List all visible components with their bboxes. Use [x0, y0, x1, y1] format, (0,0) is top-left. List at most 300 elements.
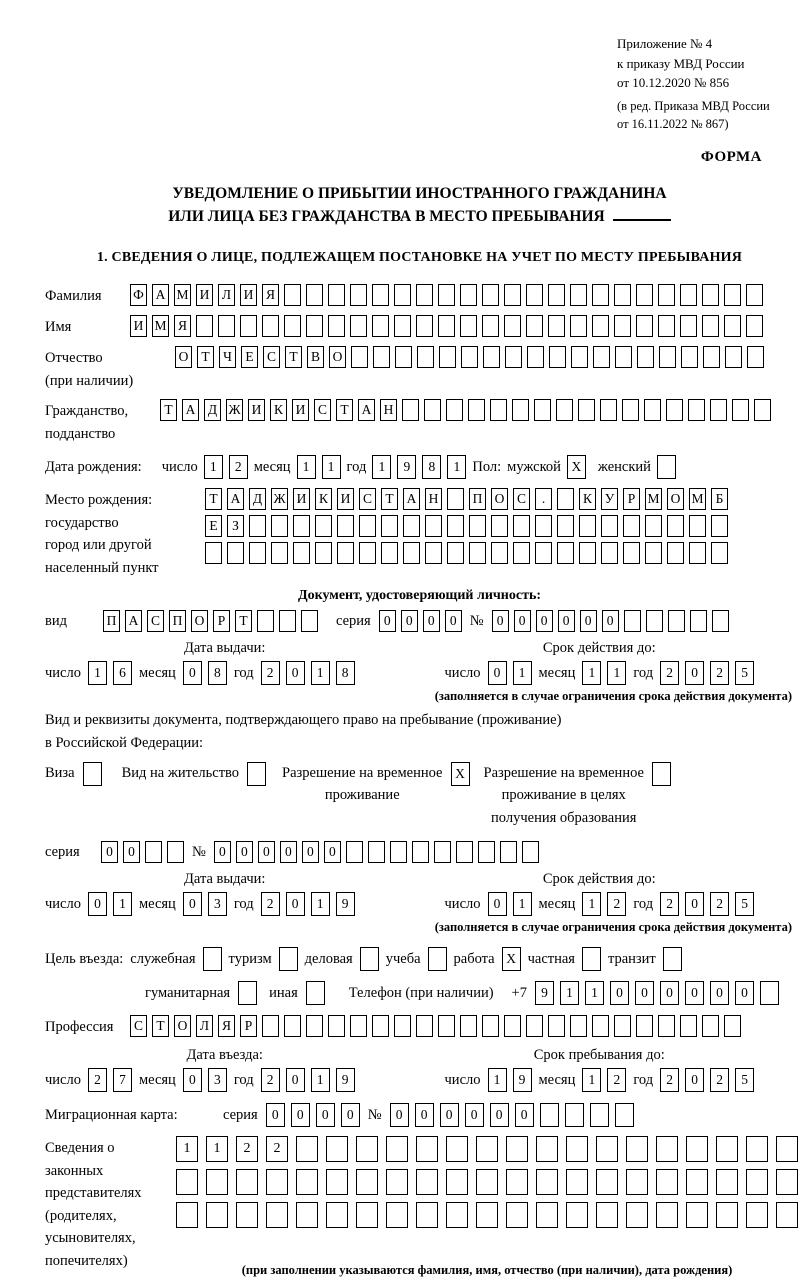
char-box[interactable]: [205, 542, 222, 564]
char-box[interactable]: [469, 515, 486, 537]
char-box[interactable]: 0: [379, 610, 396, 632]
char-box[interactable]: [570, 1015, 587, 1037]
char-box[interactable]: [447, 488, 464, 510]
char-box[interactable]: [461, 346, 478, 368]
char-box[interactable]: 0: [183, 892, 202, 916]
char-box[interactable]: О: [191, 610, 208, 632]
char-box[interactable]: 0: [236, 841, 253, 863]
char-box[interactable]: [702, 284, 719, 306]
char-box[interactable]: [592, 284, 609, 306]
char-box[interactable]: [506, 1136, 528, 1162]
char-box[interactable]: [446, 1202, 468, 1228]
char-box[interactable]: [491, 542, 508, 564]
char-box[interactable]: [536, 1169, 558, 1195]
char-box[interactable]: [526, 315, 543, 337]
char-box[interactable]: 2: [660, 1068, 679, 1092]
char-box[interactable]: [262, 1015, 279, 1037]
char-box[interactable]: 1: [311, 892, 330, 916]
char-box[interactable]: [279, 610, 296, 632]
char-box[interactable]: [257, 610, 274, 632]
char-box[interactable]: Л: [218, 284, 235, 306]
char-box[interactable]: А: [152, 284, 169, 306]
char-box[interactable]: М: [174, 284, 191, 306]
char-box[interactable]: [416, 315, 433, 337]
char-box[interactable]: [402, 399, 419, 421]
char-box[interactable]: 2: [236, 1136, 258, 1162]
char-box[interactable]: 1: [513, 892, 532, 916]
char-box[interactable]: [386, 1136, 408, 1162]
char-box[interactable]: [556, 399, 573, 421]
char-box[interactable]: [425, 542, 442, 564]
char-box[interactable]: 0: [214, 841, 231, 863]
char-box[interactable]: [626, 1136, 648, 1162]
char-box[interactable]: [746, 1202, 768, 1228]
char-box[interactable]: [754, 399, 771, 421]
char-box[interactable]: [326, 1136, 348, 1162]
char-box[interactable]: [614, 1015, 631, 1037]
char-box[interactable]: [249, 515, 266, 537]
char-box[interactable]: С: [130, 1015, 147, 1037]
char-box[interactable]: Р: [213, 610, 230, 632]
char-box[interactable]: [593, 346, 610, 368]
char-box[interactable]: 1: [447, 455, 466, 479]
char-box[interactable]: 1: [582, 892, 601, 916]
char-box[interactable]: О: [667, 488, 684, 510]
char-box[interactable]: [716, 1169, 738, 1195]
char-box[interactable]: [686, 1169, 708, 1195]
char-box[interactable]: [368, 841, 385, 863]
char-box[interactable]: [535, 542, 552, 564]
char-box[interactable]: [557, 515, 574, 537]
char-box[interactable]: Ж: [271, 488, 288, 510]
char-box[interactable]: 1: [176, 1136, 198, 1162]
char-box[interactable]: Р: [623, 488, 640, 510]
char-box[interactable]: П: [169, 610, 186, 632]
char-box[interactable]: [566, 1202, 588, 1228]
char-box[interactable]: К: [270, 399, 287, 421]
char-box[interactable]: [534, 399, 551, 421]
char-box[interactable]: [328, 315, 345, 337]
char-box[interactable]: 0: [465, 1103, 484, 1127]
char-box[interactable]: [266, 1169, 288, 1195]
char-box[interactable]: [652, 762, 671, 786]
char-box[interactable]: [500, 841, 517, 863]
char-box[interactable]: [394, 1015, 411, 1037]
char-box[interactable]: О: [175, 346, 192, 368]
char-box[interactable]: [657, 455, 676, 479]
char-box[interactable]: [247, 762, 266, 786]
char-box[interactable]: [600, 399, 617, 421]
char-box[interactable]: С: [147, 610, 164, 632]
char-box[interactable]: [667, 515, 684, 537]
char-box[interactable]: Т: [381, 488, 398, 510]
char-box[interactable]: О: [491, 488, 508, 510]
char-box[interactable]: [716, 1202, 738, 1228]
char-box[interactable]: [614, 315, 631, 337]
char-box[interactable]: Н: [425, 488, 442, 510]
char-box[interactable]: Е: [205, 515, 222, 537]
char-box[interactable]: [447, 542, 464, 564]
char-box[interactable]: [359, 515, 376, 537]
char-box[interactable]: [686, 1202, 708, 1228]
char-box[interactable]: Ч: [219, 346, 236, 368]
char-box[interactable]: [386, 1169, 408, 1195]
char-box[interactable]: [372, 1015, 389, 1037]
char-box[interactable]: Н: [380, 399, 397, 421]
char-box[interactable]: Я: [262, 284, 279, 306]
char-box[interactable]: [636, 284, 653, 306]
char-box[interactable]: [476, 1136, 498, 1162]
char-box[interactable]: 1: [607, 661, 626, 685]
char-box[interactable]: [482, 284, 499, 306]
char-box[interactable]: [504, 1015, 521, 1037]
char-box[interactable]: [284, 315, 301, 337]
char-box[interactable]: 0: [390, 1103, 409, 1127]
char-box[interactable]: [615, 346, 632, 368]
char-box[interactable]: 0: [286, 892, 305, 916]
char-box[interactable]: [623, 515, 640, 537]
char-box[interactable]: [359, 542, 376, 564]
char-box[interactable]: 0: [685, 661, 704, 685]
char-box[interactable]: 9: [336, 1068, 355, 1092]
char-box[interactable]: [176, 1169, 198, 1195]
char-box[interactable]: Т: [336, 399, 353, 421]
char-box[interactable]: X: [502, 947, 521, 971]
char-box[interactable]: [438, 284, 455, 306]
char-box[interactable]: 0: [401, 610, 418, 632]
char-box[interactable]: [176, 1202, 198, 1228]
char-box[interactable]: У: [601, 488, 618, 510]
char-box[interactable]: [658, 315, 675, 337]
char-box[interactable]: [446, 1136, 468, 1162]
char-box[interactable]: [710, 399, 727, 421]
char-box[interactable]: [746, 284, 763, 306]
char-box[interactable]: [249, 542, 266, 564]
char-box[interactable]: [557, 542, 574, 564]
char-box[interactable]: З: [227, 515, 244, 537]
char-box[interactable]: [601, 542, 618, 564]
char-box[interactable]: [301, 610, 318, 632]
char-box[interactable]: [350, 1015, 367, 1037]
char-box[interactable]: [328, 284, 345, 306]
char-box[interactable]: [478, 841, 495, 863]
char-box[interactable]: [447, 515, 464, 537]
char-box[interactable]: [506, 1169, 528, 1195]
char-box[interactable]: [644, 399, 661, 421]
char-box[interactable]: 0: [685, 981, 704, 1005]
char-box[interactable]: [351, 346, 368, 368]
char-box[interactable]: 0: [610, 981, 629, 1005]
char-box[interactable]: 1: [311, 661, 330, 685]
char-box[interactable]: [476, 1202, 498, 1228]
char-box[interactable]: [206, 1202, 228, 1228]
char-box[interactable]: [439, 346, 456, 368]
char-box[interactable]: 9: [535, 981, 554, 1005]
char-box[interactable]: [438, 1015, 455, 1037]
char-box[interactable]: 0: [286, 661, 305, 685]
char-box[interactable]: [637, 346, 654, 368]
char-box[interactable]: [460, 1015, 477, 1037]
char-box[interactable]: Б: [711, 488, 728, 510]
char-box[interactable]: [83, 762, 102, 786]
char-box[interactable]: [565, 1103, 584, 1127]
char-box[interactable]: 5: [735, 661, 754, 685]
char-box[interactable]: 5: [735, 1068, 754, 1092]
char-box[interactable]: [266, 1202, 288, 1228]
char-box[interactable]: [724, 1015, 741, 1037]
char-box[interactable]: [703, 346, 720, 368]
char-box[interactable]: 0: [423, 610, 440, 632]
char-box[interactable]: 0: [324, 841, 341, 863]
char-box[interactable]: [656, 1202, 678, 1228]
char-box[interactable]: [372, 284, 389, 306]
char-box[interactable]: [566, 1136, 588, 1162]
char-box[interactable]: 1: [206, 1136, 228, 1162]
char-box[interactable]: А: [227, 488, 244, 510]
char-box[interactable]: П: [103, 610, 120, 632]
char-box[interactable]: [571, 346, 588, 368]
char-box[interactable]: [680, 315, 697, 337]
char-box[interactable]: [626, 1202, 648, 1228]
char-box[interactable]: В: [307, 346, 324, 368]
char-box[interactable]: [702, 1015, 719, 1037]
char-box[interactable]: 0: [515, 1103, 534, 1127]
char-box[interactable]: 1: [88, 661, 107, 685]
char-box[interactable]: 0: [183, 1068, 202, 1092]
char-box[interactable]: [337, 515, 354, 537]
char-box[interactable]: [582, 947, 601, 971]
char-box[interactable]: [386, 1202, 408, 1228]
char-box[interactable]: Д: [249, 488, 266, 510]
char-box[interactable]: [469, 542, 486, 564]
char-box[interactable]: [412, 841, 429, 863]
char-box[interactable]: 2: [229, 455, 248, 479]
char-box[interactable]: [566, 1169, 588, 1195]
char-box[interactable]: [306, 284, 323, 306]
char-box[interactable]: 0: [440, 1103, 459, 1127]
char-box[interactable]: [350, 284, 367, 306]
char-box[interactable]: [596, 1136, 618, 1162]
char-box[interactable]: [262, 315, 279, 337]
char-box[interactable]: 1: [372, 455, 391, 479]
char-box[interactable]: [381, 515, 398, 537]
char-box[interactable]: [346, 841, 363, 863]
char-box[interactable]: П: [469, 488, 486, 510]
char-box[interactable]: 2: [261, 1068, 280, 1092]
char-box[interactable]: .: [535, 488, 552, 510]
char-box[interactable]: 0: [602, 610, 619, 632]
char-box[interactable]: 1: [560, 981, 579, 1005]
char-box[interactable]: 9: [397, 455, 416, 479]
char-box[interactable]: [240, 315, 257, 337]
char-box[interactable]: [724, 284, 741, 306]
char-box[interactable]: [570, 315, 587, 337]
char-box[interactable]: [557, 488, 574, 510]
char-box[interactable]: [296, 1202, 318, 1228]
char-box[interactable]: М: [152, 315, 169, 337]
char-box[interactable]: [167, 841, 184, 863]
char-box[interactable]: 2: [266, 1136, 288, 1162]
char-box[interactable]: [689, 542, 706, 564]
char-box[interactable]: 8: [336, 661, 355, 685]
char-box[interactable]: [504, 315, 521, 337]
char-box[interactable]: [284, 284, 301, 306]
char-box[interactable]: 0: [183, 661, 202, 685]
char-box[interactable]: 2: [261, 661, 280, 685]
char-box[interactable]: [315, 542, 332, 564]
char-box[interactable]: [622, 399, 639, 421]
char-box[interactable]: [506, 1202, 528, 1228]
char-box[interactable]: [578, 399, 595, 421]
char-box[interactable]: И: [130, 315, 147, 337]
char-box[interactable]: 3: [208, 892, 227, 916]
char-box[interactable]: [522, 841, 539, 863]
char-box[interactable]: 0: [536, 610, 553, 632]
char-box[interactable]: 2: [261, 892, 280, 916]
char-box[interactable]: [403, 515, 420, 537]
char-box[interactable]: [645, 515, 662, 537]
char-box[interactable]: [776, 1202, 798, 1228]
char-box[interactable]: 8: [422, 455, 441, 479]
char-box[interactable]: [203, 947, 222, 971]
char-box[interactable]: [394, 315, 411, 337]
char-box[interactable]: 0: [735, 981, 754, 1005]
char-box[interactable]: М: [645, 488, 662, 510]
char-box[interactable]: [513, 542, 530, 564]
char-box[interactable]: [238, 981, 257, 1005]
char-box[interactable]: [373, 346, 390, 368]
char-box[interactable]: Д: [204, 399, 221, 421]
char-box[interactable]: 0: [123, 841, 140, 863]
char-box[interactable]: И: [337, 488, 354, 510]
char-box[interactable]: 1: [582, 661, 601, 685]
char-box[interactable]: 5: [735, 892, 754, 916]
char-box[interactable]: 1: [322, 455, 341, 479]
char-box[interactable]: [716, 1136, 738, 1162]
char-box[interactable]: [548, 284, 565, 306]
char-box[interactable]: [416, 1169, 438, 1195]
char-box[interactable]: [725, 346, 742, 368]
char-box[interactable]: [328, 1015, 345, 1037]
char-box[interactable]: [536, 1136, 558, 1162]
char-box[interactable]: Ф: [130, 284, 147, 306]
char-box[interactable]: Т: [235, 610, 252, 632]
char-box[interactable]: Т: [197, 346, 214, 368]
char-box[interactable]: 7: [113, 1068, 132, 1092]
char-box[interactable]: [416, 1136, 438, 1162]
char-box[interactable]: [315, 515, 332, 537]
char-box[interactable]: [536, 1202, 558, 1228]
char-box[interactable]: С: [263, 346, 280, 368]
char-box[interactable]: [446, 1169, 468, 1195]
char-box[interactable]: [360, 947, 379, 971]
char-box[interactable]: [390, 841, 407, 863]
char-box[interactable]: [284, 1015, 301, 1037]
char-box[interactable]: [482, 1015, 499, 1037]
char-box[interactable]: [535, 515, 552, 537]
char-box[interactable]: И: [292, 399, 309, 421]
char-box[interactable]: [356, 1136, 378, 1162]
char-box[interactable]: 0: [488, 661, 507, 685]
char-box[interactable]: [596, 1169, 618, 1195]
char-box[interactable]: [540, 1103, 559, 1127]
char-box[interactable]: [512, 399, 529, 421]
char-box[interactable]: [306, 981, 325, 1005]
char-box[interactable]: [592, 315, 609, 337]
char-box[interactable]: [434, 841, 451, 863]
char-box[interactable]: [394, 284, 411, 306]
char-box[interactable]: [747, 346, 764, 368]
char-box[interactable]: [646, 610, 663, 632]
char-box[interactable]: [579, 542, 596, 564]
char-box[interactable]: [306, 1015, 323, 1037]
char-box[interactable]: [579, 515, 596, 537]
char-box[interactable]: [623, 542, 640, 564]
char-box[interactable]: 2: [710, 661, 729, 685]
char-box[interactable]: Е: [241, 346, 258, 368]
char-box[interactable]: [680, 1015, 697, 1037]
char-box[interactable]: [711, 515, 728, 537]
char-box[interactable]: 8: [208, 661, 227, 685]
char-box[interactable]: X: [567, 455, 586, 479]
char-box[interactable]: 1: [297, 455, 316, 479]
char-box[interactable]: [668, 610, 685, 632]
char-box[interactable]: [590, 1103, 609, 1127]
char-box[interactable]: [236, 1169, 258, 1195]
char-box[interactable]: [395, 346, 412, 368]
char-box[interactable]: [746, 1169, 768, 1195]
char-box[interactable]: [417, 346, 434, 368]
char-box[interactable]: [615, 1103, 634, 1127]
char-box[interactable]: 0: [266, 1103, 285, 1127]
char-box[interactable]: О: [329, 346, 346, 368]
char-box[interactable]: 0: [316, 1103, 335, 1127]
char-box[interactable]: Т: [205, 488, 222, 510]
char-box[interactable]: [505, 346, 522, 368]
char-box[interactable]: [491, 515, 508, 537]
char-box[interactable]: Я: [174, 315, 191, 337]
char-box[interactable]: [596, 1202, 618, 1228]
char-box[interactable]: 2: [607, 892, 626, 916]
char-box[interactable]: 1: [113, 892, 132, 916]
char-box[interactable]: [145, 841, 162, 863]
char-box[interactable]: 2: [660, 892, 679, 916]
char-box[interactable]: [236, 1202, 258, 1228]
char-box[interactable]: С: [359, 488, 376, 510]
char-box[interactable]: А: [182, 399, 199, 421]
char-box[interactable]: [776, 1169, 798, 1195]
char-box[interactable]: 0: [490, 1103, 509, 1127]
char-box[interactable]: [688, 399, 705, 421]
char-box[interactable]: [724, 315, 741, 337]
char-box[interactable]: [438, 315, 455, 337]
char-box[interactable]: [490, 399, 507, 421]
char-box[interactable]: [425, 515, 442, 537]
char-box[interactable]: С: [513, 488, 530, 510]
char-box[interactable]: [218, 315, 235, 337]
char-box[interactable]: Ж: [226, 399, 243, 421]
char-box[interactable]: 1: [311, 1068, 330, 1092]
char-box[interactable]: [666, 399, 683, 421]
char-box[interactable]: [446, 399, 463, 421]
char-box[interactable]: [776, 1136, 798, 1162]
char-box[interactable]: [416, 1015, 433, 1037]
char-box[interactable]: [416, 284, 433, 306]
char-box[interactable]: [326, 1202, 348, 1228]
char-box[interactable]: [732, 399, 749, 421]
char-box[interactable]: [372, 315, 389, 337]
char-box[interactable]: [296, 1169, 318, 1195]
